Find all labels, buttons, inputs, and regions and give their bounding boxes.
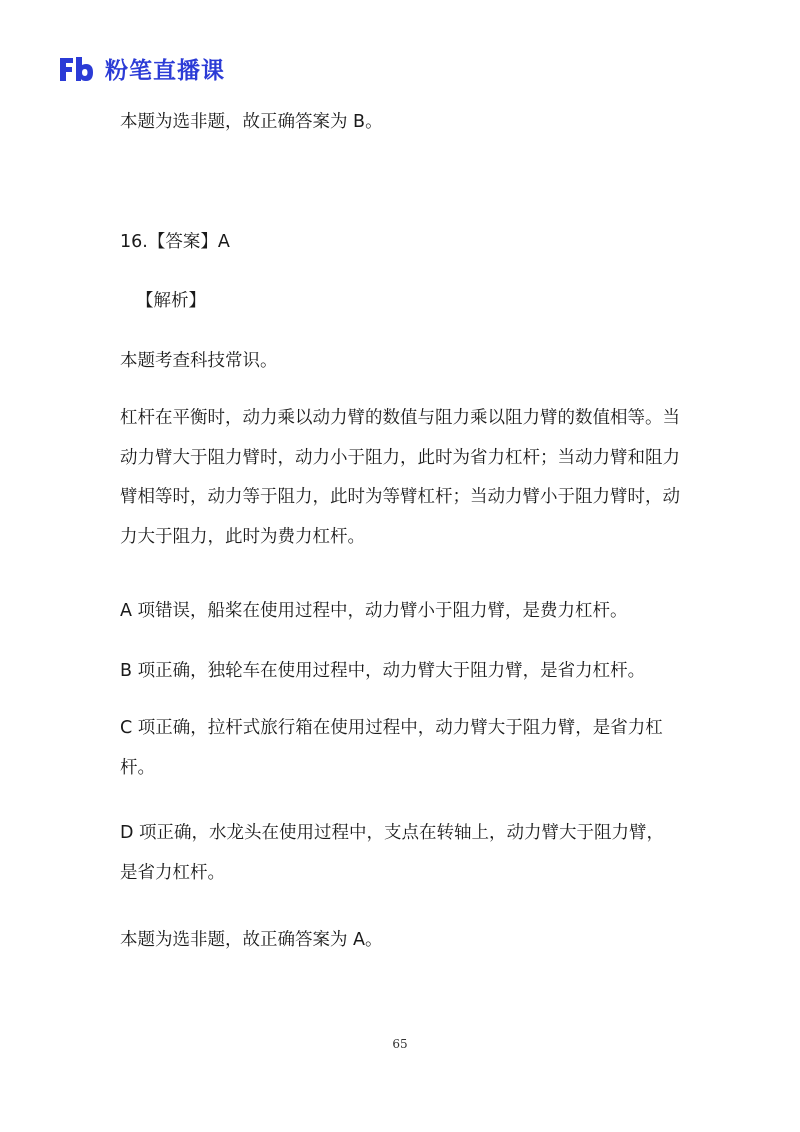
- option-c-text: C 项正确，拉杆式旅行箱在使用过程中，动力臂大于阻力臂，是省力杠杆。: [120, 718, 663, 778]
- explanation-paragraph: 杠杆在平衡时，动力乘以动力臂的数值与阻力乘以阻力臂的数值相等。当动力臂大于阻力臂时，动力小于阻力，此时为省力杠杆；当动力臂和阻力臂相等时，动力等于阻力，此时为等臂杠杆；当动力臂小于阻力臂时，动力大于阻力，此时为费力杠杆。: [120, 408, 680, 547]
- previous-conclusion: 本题为选非题，故正确答案为 B。: [120, 112, 383, 132]
- option-a-text: A 项错误，船桨在使用过程中，动力臂小于阻力臂，是费力杠杆。: [120, 601, 628, 621]
- analysis-heading: 【解析】: [136, 291, 206, 311]
- fb-logo-icon: [57, 54, 95, 84]
- conclusion-line: 本题为选非题，故正确答案为 A。: [120, 930, 383, 950]
- option-b-text: B 项正确，独轮车在使用过程中，动力臂大于阻力臂，是省力杠杆。: [120, 661, 646, 681]
- topic-line: 本题考查科技常识。: [120, 351, 278, 371]
- brand-logo: [57, 52, 225, 85]
- answer-heading: 16.【答案】A: [120, 232, 230, 252]
- option-d-text: D 项正确，水龙头在使用过程中，支点在转轴上，动力臂大于阻力臂，是省力杠杆。: [120, 823, 665, 883]
- logo-text: 粉笔直播课: [105, 58, 225, 84]
- page-number: 65: [392, 1037, 408, 1051]
